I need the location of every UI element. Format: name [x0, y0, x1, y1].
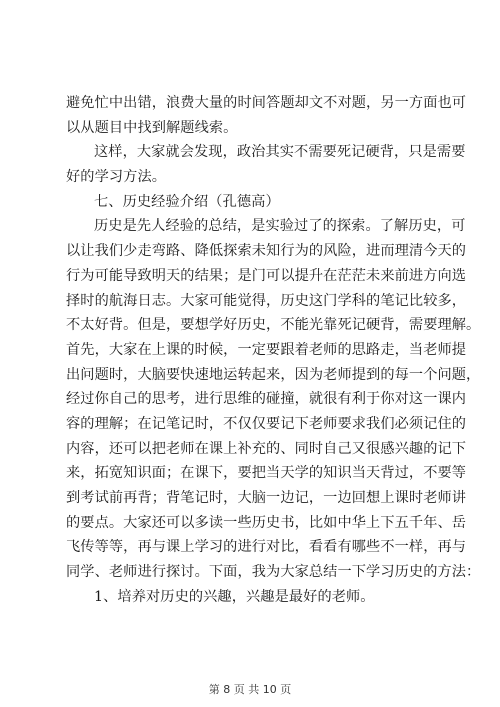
text-line: 飞传等等，再与课上学习的进行对比，看看有哪些不一样，再与 — [66, 539, 467, 556]
text-line: 首先，大家在上课的时候，一定要跟着老师的思路走，当老师提 — [66, 341, 467, 358]
text-line: 避免忙中出错，浪费大量的时间答题却文不对题，另一方面也可 — [66, 95, 467, 111]
text-line: 好的学习方法。 — [66, 169, 167, 186]
text-line: 不太好背。但是，要想学好历史，不能光靠死记硬背，需要理解。 — [66, 317, 481, 334]
text-line: 以让我们少走弯路、降低探索未知行为的风险，进而理清今天的 — [66, 243, 467, 260]
text-line: 出问题时，大脑要快速地运转起来，因为老师提到的每一个问题， — [66, 366, 481, 383]
text-line: 历史是先人经验的总结，是实验过了的探索。了解历史，可 — [94, 218, 466, 235]
text-line: 以从题目中找到解题线索。 — [66, 119, 238, 136]
text-line: 来，拓宽知识面；在课下，要把当天学的知识当天背过，不要等 — [66, 465, 467, 482]
text-line: 同学、老师进行探讨。下面，我为大家总结一下学习历史的方法： — [66, 564, 481, 581]
text-line: 经过你自己的思考，进行思维的碰撞，就很有利于你对这一课内 — [66, 391, 467, 408]
text-line: 的要点。大家还可以多读一些历史书，比如中华上下五千年、岳 — [66, 514, 467, 531]
text-line: 行为可能导致明天的结果；是门可以提升在茫茫未来前进方向选 — [66, 267, 467, 284]
text-line: 容的理解；在记笔记时，不仅仅要记下老师要求我们必须记住的 — [66, 415, 467, 432]
text-line: 择时的航海日志。大家可能觉得，历史这门学科的笔记比较多， — [66, 292, 467, 309]
list-item: 1、培养对历史的兴趣，兴趣是最好的老师。 — [94, 588, 375, 605]
page-footer: 第 8 页 共 10 页 — [208, 683, 292, 696]
text-line: 到考试前再背；背笔记时，大脑一边记，一边回想上课时老师讲 — [66, 490, 467, 506]
text-line: 内容，还可以把老师在课上补充的、同时自己又很感兴趣的记下 — [66, 440, 467, 457]
section-heading: 七、历史经验介绍（孔德高） — [94, 193, 280, 210]
document-body — [66, 91, 481, 609]
text-line: 这样，大家就会发现，政治其实不需要死记硬背，只是需要 — [94, 144, 466, 161]
